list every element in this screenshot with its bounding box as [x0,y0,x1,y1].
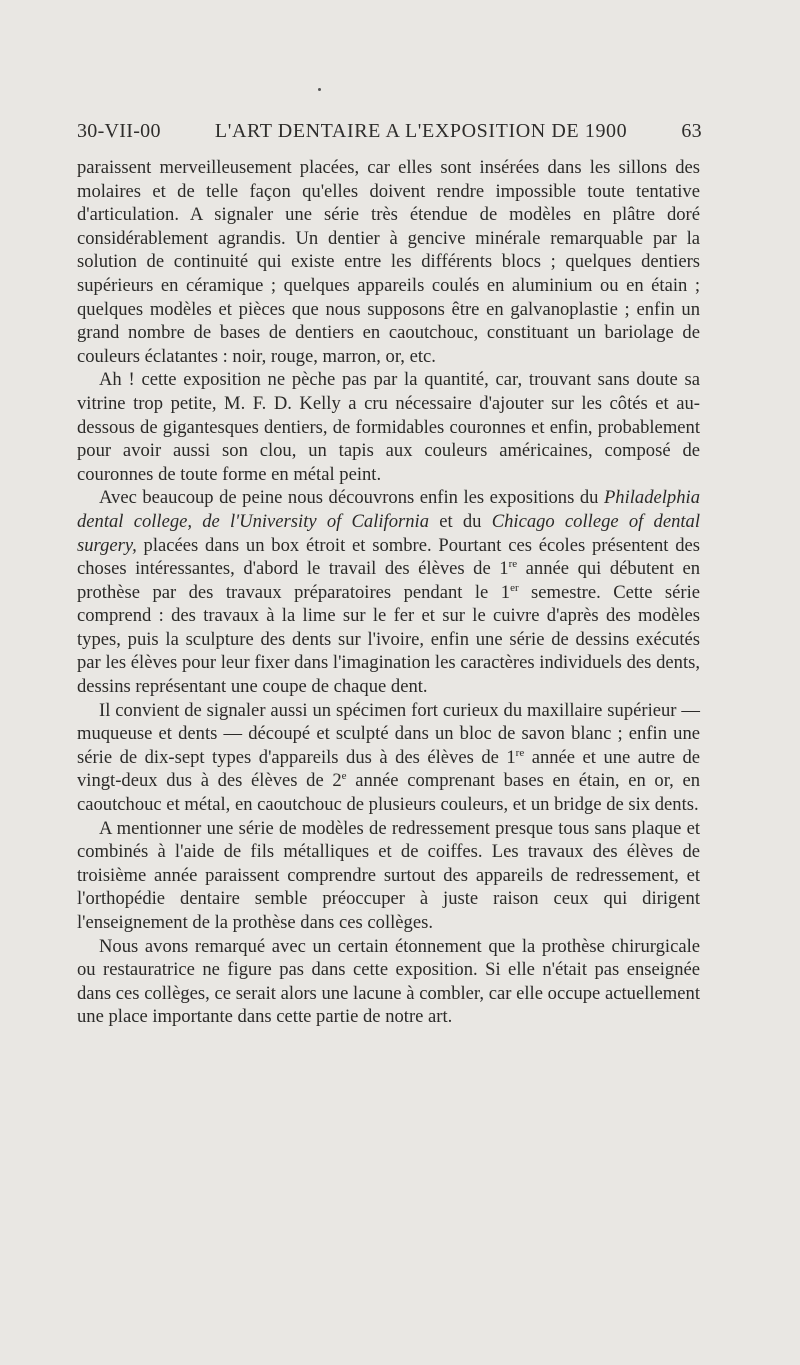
italic-run: Chicago college of dental surgery, [77,510,700,556]
italic-run: Philadelphia dental college, de l'University of California [77,487,700,532]
header-date: 30-VII-00 [77,120,161,142]
superscript: re [508,557,518,570]
page-number: 63 [681,120,702,142]
text-run: placées dans un box étroit et sombre. Pourtant ces écoles présentent des choses intéressantes, d'abord le travail des élèves de 1 [77,534,700,580]
text-run: Il convient de signaler aussi un spécimen fort curieux du maxillaire supérieur — muqueuse et dents — découpé et sculpté dans un bloc de savon blanc ; enfin une série de dix-sept types d'appareils dus à des élèves de 1 [77,699,700,768]
superscript: re [515,746,525,759]
text-run: année qui débutent en prothèse par des travaux préparatoires pendant le 1 [77,558,700,603]
superscript: e [341,770,347,783]
text-run: semestre. Cette série comprend : des travaux à la lime sur le fer et sur le cuivre d'après des modèles types, puis la sculpture des dents sur l'ivoire, enfin une série de dessins exécutés par les élèves pour leur fixer dans l'imagination les caractères individuels des dents, dessins représentant une coupe de chaque dent. [77,581,701,698]
ink-speck [318,88,321,91]
superscript: er [510,581,519,594]
running-header [77,120,702,143]
paragraph [77,699,700,817]
paragraph [77,486,700,698]
header-title: L'ART DENTAIRE A L'EXPOSITION DE 1900 [214,120,628,142]
text-run: année comprenant bases en étain, en or, en caoutchouc et métal, en caoutchouc de plusieurs couleurs, et un bridge de six dents. [77,770,700,816]
text-run: année et une autre de vingt-deux dus à des élèves de 2 [77,746,700,792]
paragraph: paraissent merveilleusement placées, car elles sont insérées dans les sillons des molaires et de telle façon qu'elles doivent rendre impossible toute tentative d'articulation. A signaler une série très étendue de modèles en plâtre doré considérablement agrandis. Un dentier à gencive minérale remarquable par la solution de continuité qui existe entre les différents blocs ; quelques dentiers supérieurs en céramique ; quelques appareils coulés en aluminium ou en étain ; quelques modèles et pièces que nous supposons être en galvanoplastie ; enfin un grand nombre de bases de dentiers en caoutchouc, constituant un bariolage de couleurs éclatantes : noir, rouge, marron, or, etc. [77,157,700,367]
paragraph: A mentionner une série de modèles de redressement presque tous sans plaque et combinés à l'aide de fils métalliques et de coiffes. Les travaux des élèves de troisième année paraissent comprendre surtout des appareils de redressement, et l'orthopédie dentaire semble préoccuper à juste raison ceux qui dirigent l'enseignement de la prothèse dans ces collèges. [77,817,700,933]
text-run: Avec beaucoup de peine nous découvrons enfin les expositions du [99,487,604,509]
paragraph: Ah ! cette exposition ne pèche pas par la quantité, car, trouvant sans doute sa vitrine trop petite, M. F. D. Kelly a cru nécessaire d'ajouter sur les côtés et au-dessous de gigantesques dentiers, de formidables couronnes et enfin, probablement pour avoir aussi son clou, un tapis aux couleurs américaines, composé de couronnes de toute forme en métal peint. [77,369,700,485]
paragraph: Nous avons remarqué avec un certain étonnement que la prothèse chirurgicale ou restauratrice ne figure pas dans cette exposition. Si elle n'était pas enseignée dans ces collèges, ce serait alors une lacune à combler, car elle occupe actuellement une place importante dans cette partie de notre art. [77,935,700,1028]
body-text [77,156,700,1029]
text-run: et du [429,510,492,532]
